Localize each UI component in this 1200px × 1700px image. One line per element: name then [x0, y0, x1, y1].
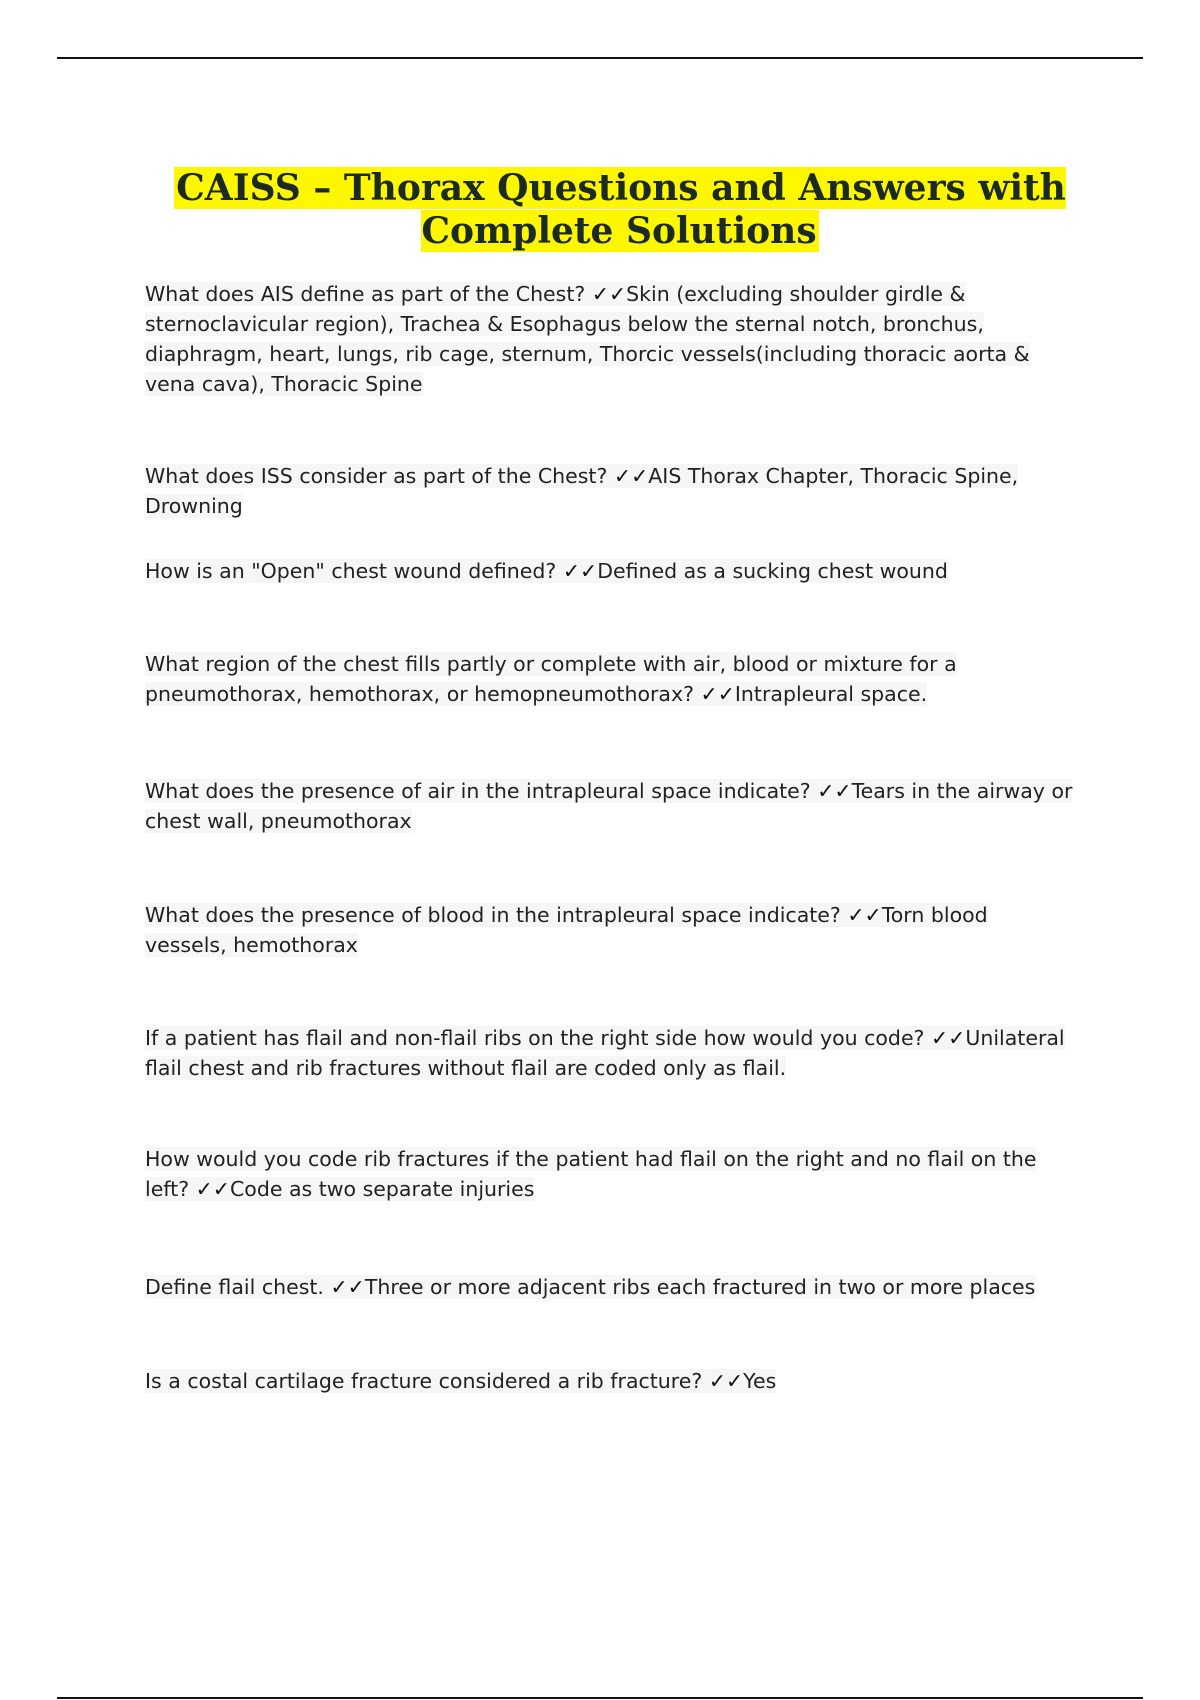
- checkmark-icon: ✓✓: [708, 1369, 744, 1393]
- answer-text: Unilateral flail chest and rib fractures without flail are coded only as flail.: [145, 1026, 1065, 1080]
- answer-text: AIS Thorax Chapter, Thoracic Spine, Drowning: [145, 464, 1019, 518]
- answer-text: Three or more adjacent ribs each fractured in two or more places: [364, 1275, 1036, 1299]
- question-text: Define flail chest.: [145, 1275, 324, 1299]
- question-text: What does ISS consider as part of the Chest?: [145, 464, 608, 488]
- answer-text: Torn blood vessels, hemothorax: [145, 903, 988, 957]
- qa-item-8: [145, 1144, 1075, 1204]
- qa-item-3: [145, 556, 1075, 586]
- checkmark-icon: ✓✓: [330, 1275, 365, 1299]
- question-text: What does the presence of air in the intrapleural space indicate?: [145, 779, 811, 803]
- question-text: If a patient has flail and non-flail ribs on the right side how would you code?: [145, 1026, 925, 1050]
- qa-item-9: [145, 1272, 1075, 1302]
- checkmark-icon: ✓✓: [930, 1026, 966, 1050]
- checkmark-icon: ✓✓: [613, 464, 649, 488]
- qa-item-1: [145, 279, 1075, 399]
- qa-item-2: [145, 461, 1075, 521]
- answer-text: Tears in the airway or chest wall, pneumothorax: [145, 779, 1073, 833]
- bottom-rule: [57, 1697, 1143, 1699]
- qa-item-4: [145, 649, 1075, 709]
- question-text: What does AIS define as part of the Chest?: [145, 282, 586, 306]
- question-text: What region of the chest fills partly or complete with air, blood or mixture for a pneumothorax, hemothorax, or hemopneumothorax?: [145, 652, 957, 706]
- page-title-text: CAISS – Thorax Questions and Answers with Complete Solutions: [176, 167, 1066, 253]
- question-text: How is an "Open" chest wound defined?: [145, 559, 557, 583]
- checkmark-icon: ✓✓: [562, 559, 598, 583]
- checkmark-icon: ✓✓: [817, 779, 852, 803]
- answer-text: Code as two separate injuries: [229, 1177, 535, 1201]
- page-title: [160, 167, 1080, 253]
- checkmark-icon: ✓✓: [700, 682, 735, 706]
- qa-item-10: [145, 1366, 1075, 1396]
- answer-text: Intrapleural space.: [734, 682, 928, 706]
- question-text: Is a costal cartilage fracture considered a rib fracture?: [145, 1369, 703, 1393]
- qa-item-5: [145, 776, 1075, 836]
- question-text: How would you code rib fractures if the patient had flail on the right and no flail on the left?: [145, 1147, 1037, 1201]
- qa-item-6: [145, 900, 1075, 960]
- question-text: What does the presence of blood in the intrapleural space indicate?: [145, 903, 841, 927]
- qa-item-7: [145, 1023, 1075, 1083]
- top-rule: [57, 57, 1143, 59]
- checkmark-icon: ✓✓: [847, 903, 882, 927]
- answer-text: Defined as a sucking chest wound: [597, 559, 948, 583]
- answer-text: Yes: [743, 1369, 777, 1393]
- answer-text: Skin (excluding shoulder girdle & sternoclavicular region), Trachea & Esophagus below the sternal notch, bronchus, diaphragm, heart, lungs, rib cage, sternum, Thorcic vessels(including thoracic aorta & vena cava), Thoracic Spine: [145, 282, 1030, 396]
- checkmark-icon: ✓✓: [591, 282, 627, 306]
- checkmark-icon: ✓✓: [195, 1177, 230, 1201]
